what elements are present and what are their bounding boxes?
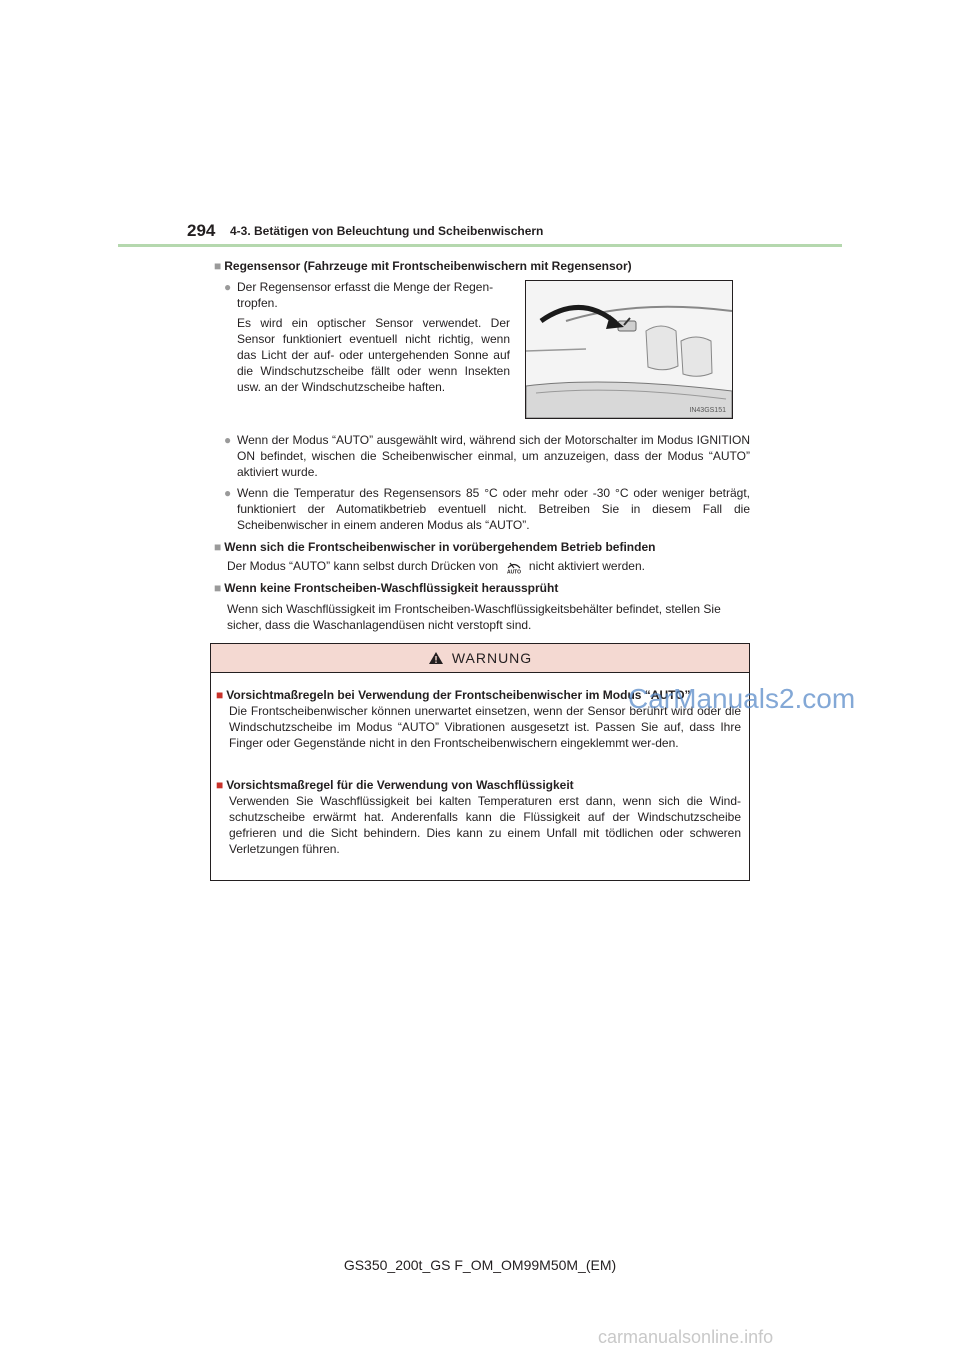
no-washer-heading-text: Wenn keine Frontscheiben-Waschflüssigkeit heraussprüht (224, 581, 559, 595)
bullet-1-line-1: Der Regensensor erfasst die Menge der Regen- (237, 280, 494, 294)
carmanuals-watermark: CarManuals2.com (628, 683, 856, 714)
warning-item-2-heading: Vorsichtsmaßregel für die Verwendung von Waschflüssigkeit (226, 778, 574, 792)
warning-triangle-icon (428, 651, 444, 665)
header-divider (118, 244, 842, 247)
round-bullet-icon: ● (224, 486, 232, 500)
red-square-bullet-icon: ■ (216, 778, 224, 792)
rain-sensor-heading-text: Regensensor (Fahrzeuge mit Frontscheibenwischern mit Regensensor) (224, 259, 632, 273)
temporary-text-after: nicht aktiviert werden. (528, 559, 645, 573)
page-number: 294 (187, 221, 216, 240)
round-bullet-icon: ● (224, 280, 232, 294)
figure-code: IN43GS151 (689, 407, 726, 414)
no-washer-heading (214, 580, 558, 596)
warning-item-1-text: Die Frontscheibenwischer können unerwartet einsetzen, wenn der Sensor berührt wird oder die Windschutzscheibe im Modus “AUTO” Vibrationen ausgesetzt ist. Passen Sie auf, dass Ihre Finger oder Gegenstände nicht in den Frontscheibenwischern eingeklemmt wer-den. (229, 704, 741, 750)
footer-doc-code: GS350_200t_GS F_OM_OM99M50M_(EM) (343, 1257, 617, 1273)
rain-sensor-figure (525, 280, 733, 419)
temporary-heading-text: Wenn sich die Frontscheibenwischer in vorübergehendem Betrieb befinden (224, 540, 656, 554)
section-title: 4-3. Betätigen von Beleuchtung und Scheibenwischern (230, 224, 544, 238)
site-watermark: carmanualsonline.info (598, 1327, 774, 1347)
square-bullet-icon: ■ (214, 581, 222, 595)
warning-title: WARNUNG (451, 650, 533, 666)
temporary-heading (214, 539, 655, 555)
rain-sensor-bullet-3 (224, 485, 750, 533)
bullet-3-text: Wenn die Temperatur des Regensensors 85 °C oder mehr oder -30 °C oder weniger beträgt, funktioniert der Automatikbetrieb eventuell nicht. Betreiben Sie in diesem Fall die Scheibenwischer in einem anderen Modus als “AUTO”. (237, 486, 750, 532)
rain-sensor-bullet-1 (224, 279, 510, 395)
bullet-1-detail: Es wird ein optischer Sensor verwendet. Der Sensor funktioniert eventuell nicht richtig, wenn das Licht der auf- oder untergehenden Sonne auf die Windschutzscheibe fällt oder wenn Insekten usw. an der Windschutzscheibe haften. (237, 316, 510, 394)
warning-item-2-text: Verwenden Sie Waschflüssigkeit bei kalten Temperaturen erst dann, wenn sich die Wind-schutzscheibe erwärmt hat. Anderenfalls kann die Flüssigkeit auf der Windschutzscheibe gefrieren und die Sicht behindern. Dies kann zu einem Unfall mit tödlichen oder schweren Verletzungen führen. (229, 794, 741, 856)
windshield-illustration (526, 281, 732, 418)
rain-sensor-heading (214, 258, 632, 274)
square-bullet-icon: ■ (214, 540, 222, 554)
wiper-auto-icon-label: AUTO (506, 569, 521, 574)
no-washer-text: Wenn sich Waschflüssigkeit im Frontscheiben-Waschflüssigkeitsbehälter befindet, stellen Sie sicher, dass die Waschanlagendüsen nicht verstopft sind. (227, 602, 721, 632)
warning-box (210, 643, 750, 881)
red-square-bullet-icon: ■ (216, 688, 224, 702)
warning-item-1-heading: Vorsichtmaßregeln bei Verwendung der Frontscheibenwischer im Modus “AUTO” (226, 688, 691, 702)
rain-sensor-bullet-2 (224, 432, 750, 480)
bullet-2-text: Wenn der Modus “AUTO” ausgewählt wird, während sich der Motorschalter im Modus IGNITION ON befindet, wischen die Scheibenwischer einmal, um anzuzeigen, dass der Modus “AUTO” aktiviert wurde. (237, 433, 750, 479)
temporary-text-before: Der Modus “AUTO” kann selbst durch Drücken von (227, 559, 499, 573)
square-bullet-icon: ■ (214, 259, 222, 273)
temporary-text (227, 558, 747, 574)
warning-item-2 (216, 777, 741, 857)
warning-header (211, 644, 749, 673)
bullet-1-line-2: tropfen. (237, 296, 278, 310)
round-bullet-icon: ● (224, 433, 232, 447)
wiper-auto-icon (506, 560, 522, 574)
